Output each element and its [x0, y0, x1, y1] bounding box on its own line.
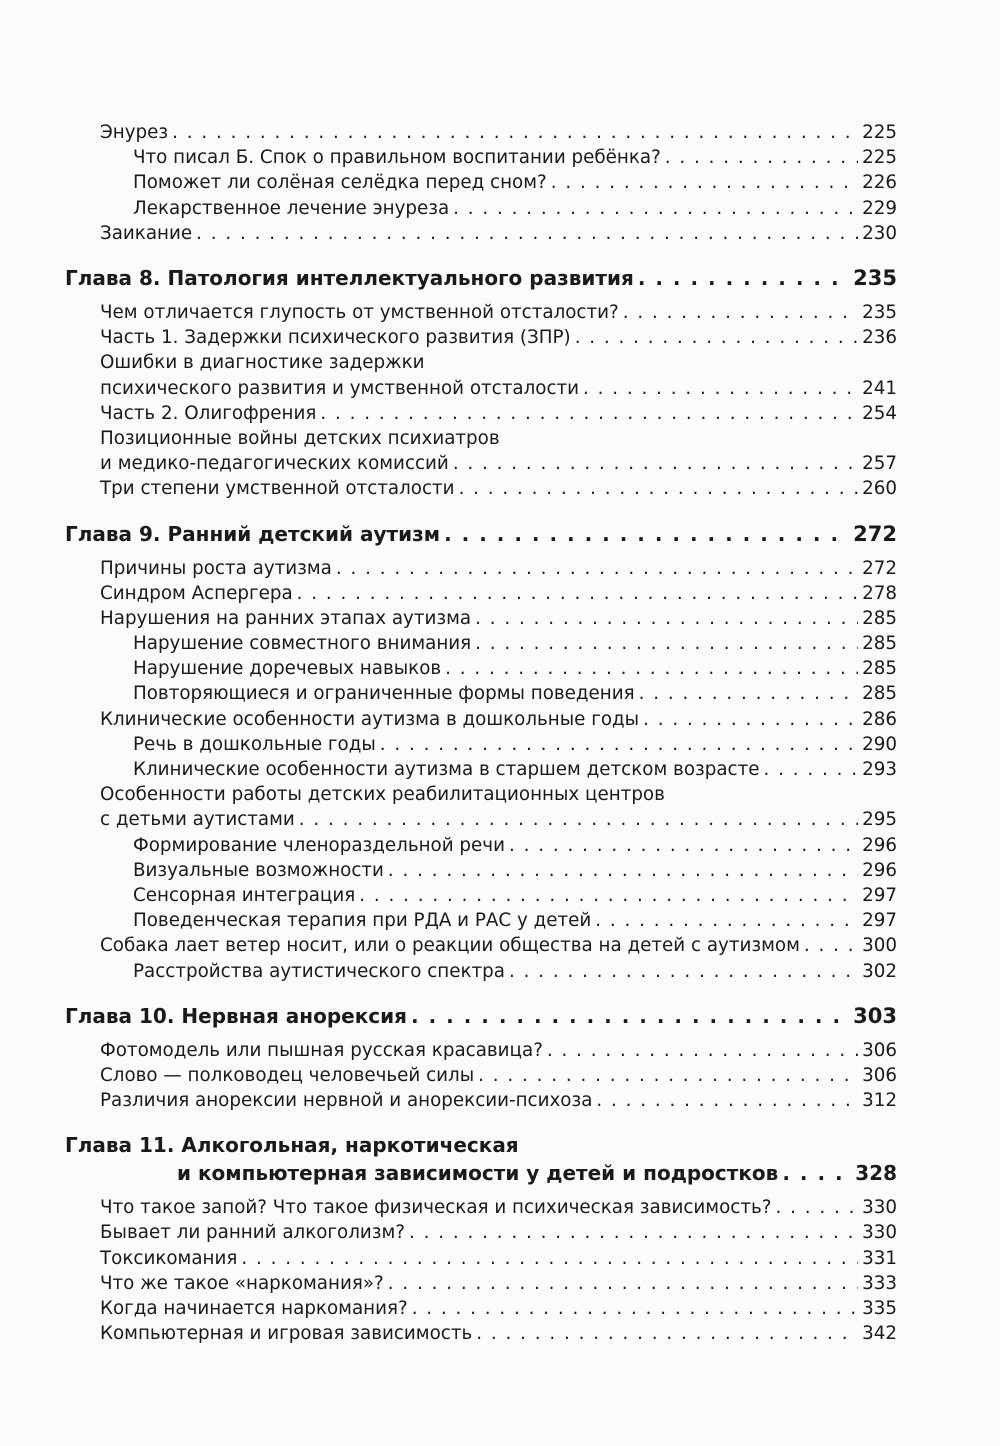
entry-title: Часть 1. Задержки психического развития (ЗПР) — [100, 327, 571, 349]
toc-entry — [65, 833, 897, 858]
page-number: 335 — [862, 1298, 897, 1320]
toc-entry — [65, 556, 897, 581]
dot-leader — [336, 556, 858, 581]
entry-title: Нарушения на ранних этапах аутизма — [100, 607, 472, 629]
toc-entry — [65, 145, 897, 170]
entry-title-line: Особенности работы детских реабилитационных центров — [100, 784, 665, 806]
page-number: 257 — [862, 453, 897, 475]
chapter-title-line: Глава 11. Алкогольная, наркотическая — [65, 1133, 519, 1158]
page-number: 226 — [862, 172, 897, 194]
page-number: 285 — [862, 683, 897, 705]
toc-entry — [65, 631, 897, 656]
toc-entry — [65, 933, 897, 958]
page-number: 295 — [862, 809, 897, 831]
dot-leader — [665, 145, 858, 170]
entry-title: Речь в дошкольные годы — [133, 733, 376, 755]
toc-entry — [65, 732, 897, 757]
entry-title: Нарушение совместного внимания — [133, 633, 472, 655]
toc-entry — [65, 959, 897, 984]
dot-leader — [297, 581, 858, 606]
entry-title: Причины роста аутизма — [100, 557, 332, 579]
entry-title: Нарушение доречевых навыков — [133, 658, 442, 680]
entry-title: Визуальные возможности — [133, 859, 384, 881]
section-gap — [65, 502, 897, 520]
entry-title: Энурез — [100, 122, 169, 143]
page-number: 285 — [862, 633, 897, 655]
page-number: 236 — [862, 327, 897, 349]
section-gap — [65, 1113, 897, 1131]
dot-leader — [595, 908, 858, 933]
page-number: 302 — [862, 960, 897, 982]
page-number: 235 — [853, 265, 897, 290]
dot-leader — [388, 858, 858, 883]
entry-title-line: Ошибки в диагностике задержки — [100, 352, 425, 374]
page-number: 331 — [862, 1247, 897, 1269]
entry-title: Расстройства аутистического спектра — [133, 960, 505, 982]
toc-entry — [65, 196, 897, 221]
chapter-heading-last-line — [65, 1159, 897, 1187]
toc-entry — [65, 476, 897, 501]
dot-leader — [547, 1038, 858, 1063]
toc-entry-multiline — [65, 350, 897, 400]
entry-title: Что писал Б. Спок о правильном воспитании ребёнка? — [133, 147, 661, 169]
page-number: 297 — [862, 910, 897, 932]
page-number: 290 — [862, 733, 897, 755]
entry-title: Формирование членораздельной речи — [133, 834, 505, 856]
dot-leader — [459, 476, 859, 501]
dot-leader — [453, 451, 858, 476]
chapter-heading — [65, 1002, 897, 1030]
dot-leader — [320, 401, 858, 426]
page-number: 303 — [853, 1003, 897, 1028]
toc-entry — [65, 757, 897, 782]
toc-entry — [65, 401, 897, 426]
page-number: 330 — [862, 1197, 897, 1219]
page-number: 254 — [862, 402, 897, 424]
toc-entry-multiline — [65, 782, 897, 832]
entry-title: Различия анорексии нервной и анорексии-психоза — [100, 1090, 593, 1112]
toc-entry — [65, 1296, 897, 1321]
dot-leader — [475, 631, 858, 656]
page-number: 285 — [862, 658, 897, 680]
dot-leader — [359, 883, 858, 908]
page-number: 285 — [862, 607, 897, 629]
page-number: 306 — [862, 1039, 897, 1061]
toc-entry — [65, 120, 897, 145]
dot-leader — [172, 120, 858, 145]
entry-title: Поведенческая терапия при РДА и РАС у детей — [133, 910, 592, 932]
dot-leader — [551, 170, 858, 195]
entry-title: Чем отличается глупость от умственной отсталости? — [100, 301, 619, 323]
entry-title: психического развития и умственной отсталости — [100, 377, 580, 399]
entry-title: Клинические особенности аутизма в старшем детском возрасте — [133, 759, 760, 780]
page-number: 330 — [862, 1222, 897, 1244]
page-number: 312 — [862, 1090, 897, 1112]
dot-leader — [509, 833, 858, 858]
toc-entry-last-line — [100, 451, 897, 476]
page-number: 300 — [862, 935, 897, 957]
section-gap-small — [65, 1030, 897, 1038]
entry-title: Когда начинается наркомания? — [100, 1298, 408, 1320]
entry-title: Глава 9. Ранний детский аутизм — [65, 521, 441, 546]
chapter-heading — [65, 520, 897, 548]
entry-title: Поможет ли солёная селёдка перед сном? — [133, 172, 547, 194]
entry-title: Фотомодель или пышная русская красавица? — [100, 1039, 543, 1061]
toc-entry — [65, 325, 897, 350]
toc-entry — [65, 1063, 897, 1088]
page-number: 230 — [862, 222, 897, 244]
dot-leader — [380, 732, 858, 757]
page-number: 260 — [862, 478, 897, 500]
toc-entry — [65, 170, 897, 195]
page-number: 272 — [862, 557, 897, 579]
entry-title: Бывает ли ранний алкоголизм? — [100, 1222, 406, 1244]
page-number: 296 — [862, 859, 897, 881]
section-gap-small — [65, 292, 897, 300]
dot-leader — [478, 1063, 858, 1088]
page-number: 293 — [862, 759, 897, 780]
chapter-heading — [65, 1131, 897, 1187]
dot-leader — [596, 1088, 858, 1113]
dot-leader — [196, 221, 858, 246]
dot-leader — [453, 196, 858, 221]
toc-entry — [65, 1321, 897, 1346]
page-number: 296 — [862, 834, 897, 856]
entry-title: и компьютерная зависимости у детей и подростков — [177, 1161, 779, 1186]
dot-leader — [388, 1271, 858, 1296]
toc-entry — [65, 707, 897, 732]
entry-title: Глава 10. Нервная анорексия — [65, 1003, 408, 1028]
section-gap-small — [65, 1187, 897, 1195]
toc-entry-multiline — [65, 426, 897, 476]
dot-leader — [411, 1002, 849, 1030]
section-gap — [65, 246, 897, 264]
entry-title: Что такое запой? Что такое физическая и психическая зависимость? — [100, 1197, 772, 1219]
entry-title: Синдром Аспергера — [100, 582, 293, 604]
dot-leader — [409, 1220, 858, 1245]
toc-entry-last-line — [100, 376, 897, 401]
entry-title: Повторяющиеся и ограниченные формы поведения — [133, 683, 635, 705]
toc-entry — [65, 1271, 897, 1296]
dot-leader — [445, 656, 858, 681]
dot-leader — [775, 1195, 858, 1220]
toc-entry — [65, 300, 897, 325]
dot-leader — [639, 681, 858, 706]
dot-leader — [623, 300, 858, 325]
entry-title: Клинические особенности аутизма в дошкольные годы — [100, 708, 640, 730]
toc-entry — [65, 221, 897, 246]
entry-title: Что же такое «наркомания»? — [100, 1272, 384, 1294]
page-number: 229 — [862, 197, 897, 219]
toc-entry — [65, 1088, 897, 1113]
section-gap-small — [65, 548, 897, 556]
entry-title: Токсикомания — [100, 1247, 238, 1269]
page-number: 272 — [853, 521, 897, 546]
toc-entry — [65, 858, 897, 883]
entry-title: Компьютерная и игровая зависимость — [100, 1323, 473, 1345]
page-number: 235 — [862, 301, 897, 323]
page-number: 328 — [855, 1161, 897, 1186]
toc-entry-last-line — [100, 807, 897, 832]
table-of-contents — [65, 120, 897, 1346]
dot-leader — [804, 933, 858, 958]
page-number: 297 — [862, 884, 897, 906]
dot-leader — [412, 1296, 858, 1321]
page-number: 342 — [862, 1323, 897, 1345]
dot-leader — [299, 807, 858, 832]
dot-leader — [763, 757, 858, 782]
dot-leader — [782, 1159, 851, 1187]
entry-title: Глава 8. Патология интеллектуального развития — [65, 265, 634, 290]
page-number: 241 — [862, 377, 897, 399]
dot-leader — [475, 606, 858, 631]
entry-title: Слово — полководец человечьей силы — [100, 1064, 475, 1086]
entry-title: и медико-педагогических комиссий — [100, 453, 449, 475]
page-number: 225 — [862, 122, 897, 143]
dot-leader — [583, 376, 858, 401]
entry-title: Лекарственное лечение энуреза — [133, 197, 450, 219]
page-number: 286 — [862, 708, 897, 730]
toc-entry — [65, 883, 897, 908]
page-number: 306 — [862, 1064, 897, 1086]
entry-title: Собака лает ветер носит, или о реакции общества на детей с аутизмом — [100, 935, 800, 957]
toc-entry — [65, 606, 897, 631]
chapter-heading — [65, 264, 897, 292]
toc-entry — [65, 1220, 897, 1245]
toc-entry — [65, 581, 897, 606]
toc-entry — [65, 908, 897, 933]
section-gap — [65, 984, 897, 1002]
toc-entry — [65, 1038, 897, 1063]
entry-title: Заикание — [100, 222, 193, 244]
toc-entry — [65, 1246, 897, 1271]
dot-leader — [643, 707, 858, 732]
dot-leader — [241, 1246, 858, 1271]
toc-entry — [65, 656, 897, 681]
dot-leader — [638, 264, 849, 292]
entry-title: Сенсорная интеграция — [133, 884, 356, 906]
toc-entry — [65, 681, 897, 706]
page-number: 225 — [862, 147, 897, 169]
page-number: 278 — [862, 582, 897, 604]
dot-leader — [476, 1321, 858, 1346]
entry-title: Часть 2. Олигофрения — [100, 402, 317, 424]
dot-leader — [575, 325, 858, 350]
toc-entry — [65, 1195, 897, 1220]
entry-title: Три степени умственной отсталости — [100, 478, 455, 500]
entry-title: с детьми аутистами — [100, 809, 295, 831]
dot-leader — [444, 520, 849, 548]
page-number: 333 — [862, 1272, 897, 1294]
entry-title-line: Позиционные войны детских психиатров — [100, 427, 500, 449]
dot-leader — [509, 959, 858, 984]
